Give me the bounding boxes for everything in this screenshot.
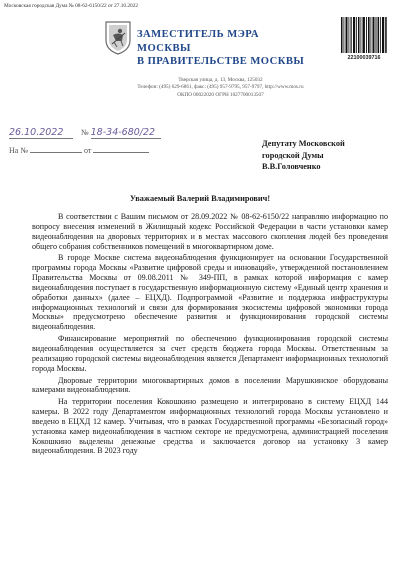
paragraph: Финансирование мероприятий по обеспечению функционирования городской системы видеонаблюдения осуществляется за счет средств бюджета города Москвы. Ответственным за реализацию городской системы видеонаблюдения является Департамент информационных технологий города Москвы.	[32, 334, 388, 373]
issuer-title	[137, 28, 312, 69]
addressee-block	[262, 138, 392, 173]
barcode-number: 22100039716	[347, 55, 381, 61]
issuer-codes: ОКПО 00022020 ОГРН 1027700013507	[177, 91, 264, 98]
addressee-line3: В.В.Головченко	[262, 162, 321, 171]
issuer-phones: Телефон: (495) 629-6861, факс: (495) 957-9795, 957-9797, http://www.mos.ru	[137, 84, 304, 91]
registration-date: 26.10.2022	[9, 127, 73, 139]
registration-number-prefix: №	[81, 128, 89, 137]
greeting: Уважаемый Валерий Владимирович!	[129, 194, 271, 203]
issuer-address: Тверская улица, д. 13, Москва, 125032	[178, 77, 263, 83]
reference-line	[9, 146, 149, 155]
document-header-stamp: Московская городская Дума № 08-62-6150/22 от 27.10.2022	[4, 3, 138, 9]
barcode-icon	[340, 17, 388, 53]
issuer-title-line2: В ПРАВИТЕЛЬСТВЕ МОСКВЫ	[137, 56, 305, 67]
addressee-line1: Депутату Московской	[262, 139, 345, 148]
registration-number: 18-34-680/22	[91, 127, 161, 139]
moscow-coat-of-arms-icon	[104, 20, 132, 55]
issuer-title-line1: ЗАМЕСТИТЕЛЬ МЭРА МОСКВЫ	[137, 29, 259, 54]
paragraph: В городе Москве система видеонаблюдения функционирует на основании Государственной программы города Москвы «Развитие цифровой среды и инноваций», утвержденной постановлением Правительства Москвы от 09.08.2011 № 349-ПП, в рамках которой информация с камер видеонаблюдения поступает в государственную информационную систему «Единый центр хранения и обработки данных» (далее – ЕЦХД). Подпрограммой «Развитие и поддержка инфраструктуры информационных технологий и связи для формирования экосистемы цифровой экономики города Москвы» предусмотрено обеспечение развития и функционирования городской системы видеонаблюдения.	[32, 253, 388, 332]
letter-body	[32, 212, 388, 458]
addressee-line2: городской Думы	[262, 150, 324, 160]
paragraph: Дворовые территории многоквартирных домов в поселении Марушкинское оборудованы камерами видеонаблюдения.	[32, 375, 388, 395]
paragraph: В соответствии с Вашим письмом от 28.09.2022 № 08-62-6150/22 направляю информацию по вопросу внесения изменений в Жилищный кодекс Российской Федерации в части установки камер видеонаблюдения на дворовых территориях и в местах массового скопления людей без проведения общего собрания собственников помещений в многоквартирном доме.	[32, 212, 388, 251]
reference-number-blank	[30, 152, 82, 153]
paragraph: На территории поселения Кокошкино размещено и интегрировано в систему ЕЦХД 144 камеры. В 2022 году Департаментом информационных технологий города Москвы установлено и введено в ЕЦХД 12 камер. Учитывая, что в рамках Государственной программы «Безопасный город» установка камер видеонаблюдения в частном секторе не предусмотрена, администрацией поселения Кокошкино выделены денежные средства и заключается договор на установку 3 камер видеонаблюдения. В 2023 году	[32, 397, 388, 456]
reference-from: от	[83, 146, 92, 155]
reference-date-blank	[93, 152, 149, 153]
registration-line	[9, 127, 161, 139]
issuer-contacts	[98, 77, 343, 99]
reference-prefix: На №	[9, 146, 28, 155]
